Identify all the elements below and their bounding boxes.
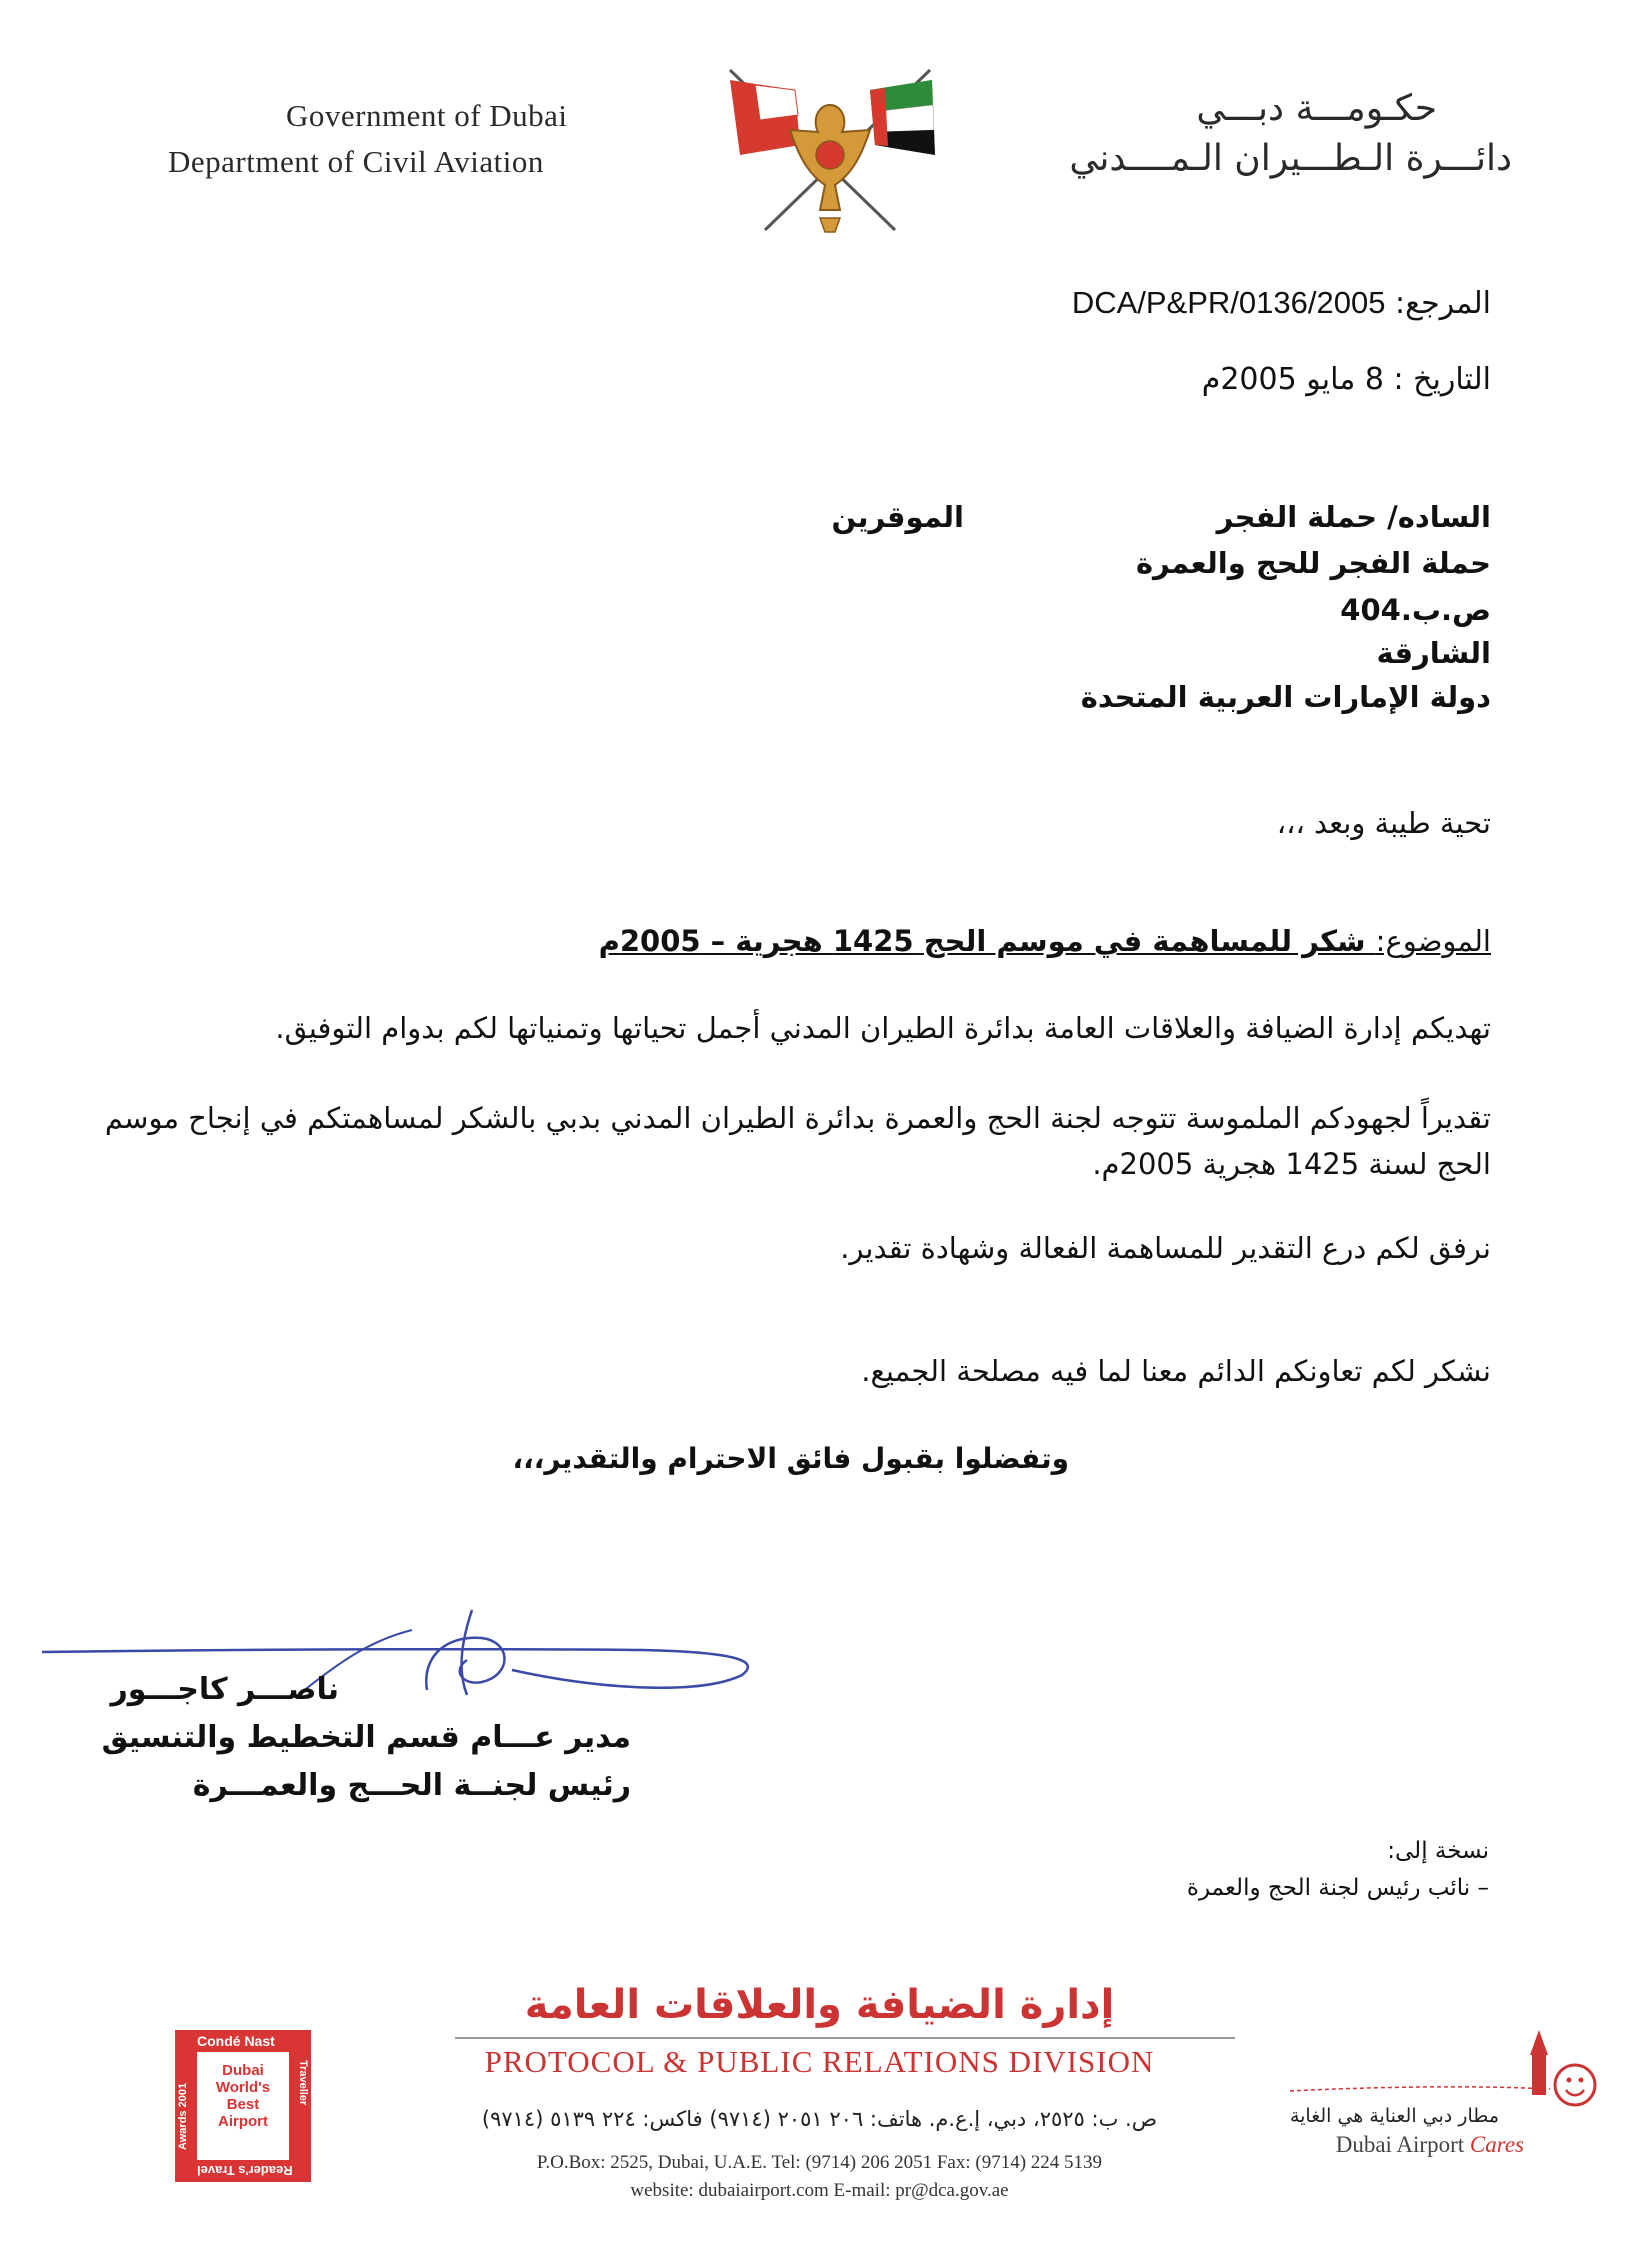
cc-label: نسخة إلى: [1387, 1838, 1489, 1864]
date-value: 8 مايو 2005م [1201, 362, 1384, 397]
address-ar: ص. ب: ٢٥٢٥، دبي، إ.ع.م. هاتف: ٢٠٦ ٢٠٥١ (٩٧١٤) فاكس: ٢٢٤ ٥١٣٩ (٩٧١٤) [481, 2107, 1158, 2131]
gov-name-ar: حكـومـــة دبـــي [1196, 88, 1437, 129]
airport-slogan-main: Dubai Airport [1335, 2132, 1465, 2157]
paragraph-4: نشكر لكم تعاونكم الدائم معنا لما فيه مصلحة الجميع. [861, 1354, 1491, 1388]
award-badge-logo [175, 2030, 311, 2182]
paragraph-2-line-2: الحج لسنة 1425 هجرية 2005م. [1092, 1147, 1491, 1181]
reference-number: DCA/P&PR/0136/2005 [1071, 285, 1386, 320]
award-right-text: Traveller [297, 2060, 309, 2106]
paragraph-2-line-1: تقديراً لجهودكم الملموسة تتوجه لجنة الحج والعمرة بدائرة الطيران المدني بدبي بالشكر لمساهمتكم في إنجاح موسم [104, 1101, 1491, 1135]
dept-name-ar: دائـــرة الـطـــيران الـمــــدني [1069, 138, 1512, 179]
address-en: P.O.Box: 2525, Dubai, U.A.E. Tel: (9714) 206 2051 Fax: (9714) 224 5139 [536, 2152, 1103, 2173]
signatory-title-1: مدير عـــام قسم التخطيط والتنسيق [101, 1720, 631, 1755]
signatory-title-2: رئيس لجنــة الحـــج والعمـــرة [192, 1768, 631, 1803]
recipient-honorific: الموقرين [831, 500, 964, 534]
recipient-city: الشارقة [1376, 636, 1491, 670]
recipient-org: حملة الفجر للحج والعمرة [1135, 546, 1491, 580]
award-inner-line: Best [226, 2096, 260, 2113]
paragraph-1: تهديكم إدارة الضيافة والعلاقات العامة بدائرة الطيران المدني أجمل تحياتها وتمنياتها لكم بدوام التوفيق. [275, 1011, 1491, 1045]
subject-line [599, 918, 1491, 964]
recipient-name: الساده/ حملة الفجر [1216, 500, 1491, 534]
cc-item: – نائب رئيس لجنة الحج والعمرة [1186, 1875, 1489, 1901]
closing-line: وتفضلوا بقبول فائق الاحترام والتقدير،،، [512, 1442, 1069, 1475]
award-bottom-text: Reader's Travel [197, 2163, 293, 2178]
division-name-en: PROTOCOL & PUBLIC RELATIONS DIVISION [484, 2044, 1155, 2079]
reference-label: المرجع: [1395, 286, 1491, 321]
greeting: تحية طيبة وبعد ،،، [1276, 806, 1491, 840]
dubai-emblem-icon [700, 60, 960, 235]
airport-slogan-ar: مطار دبي العناية هي الغاية [1289, 2105, 1499, 2127]
subject-text: شكر للمساهمة في موسم الحج 1425 هجرية – 2005م [598, 924, 1366, 958]
footer-divider [455, 2037, 1235, 2039]
website-email: website: dubaiairport.com E-mail: pr@dca.gov.ae [630, 2180, 1009, 2201]
date-line [1202, 362, 1491, 397]
dept-name-en: Department of Civil Aviation [168, 144, 544, 179]
airport-slogan-accent: Cares [1469, 2132, 1524, 2157]
division-name-ar: إدارة الضيافة والعلاقات العامة [524, 1982, 1115, 2028]
signatory-name: ناصـــر كاجـــور [110, 1672, 339, 1707]
award-inner [197, 2052, 289, 2160]
gov-name-en: Government of Dubai [286, 98, 568, 133]
paragraph-3: نرفق لكم درع التقدير للمساهمة الفعالة وشهادة تقدير. [840, 1231, 1491, 1265]
date-label: التاريخ : [1393, 362, 1491, 397]
award-left-text: Awards 2001 [177, 2082, 189, 2150]
award-top-text: Condé Nast [197, 2033, 275, 2049]
award-inner-line: World's [215, 2079, 271, 2096]
airport-slogan-en [1336, 2132, 1524, 2158]
recipient-country: دولة الإمارات العربية المتحدة [1080, 680, 1491, 714]
subject-label: الموضوع: [1375, 924, 1491, 958]
award-inner-line: Dubai [222, 2062, 264, 2079]
award-inner-line: Airport [218, 2113, 268, 2130]
reference-line [1072, 285, 1491, 321]
recipient-pobox: ص.ب.404 [1340, 593, 1491, 627]
